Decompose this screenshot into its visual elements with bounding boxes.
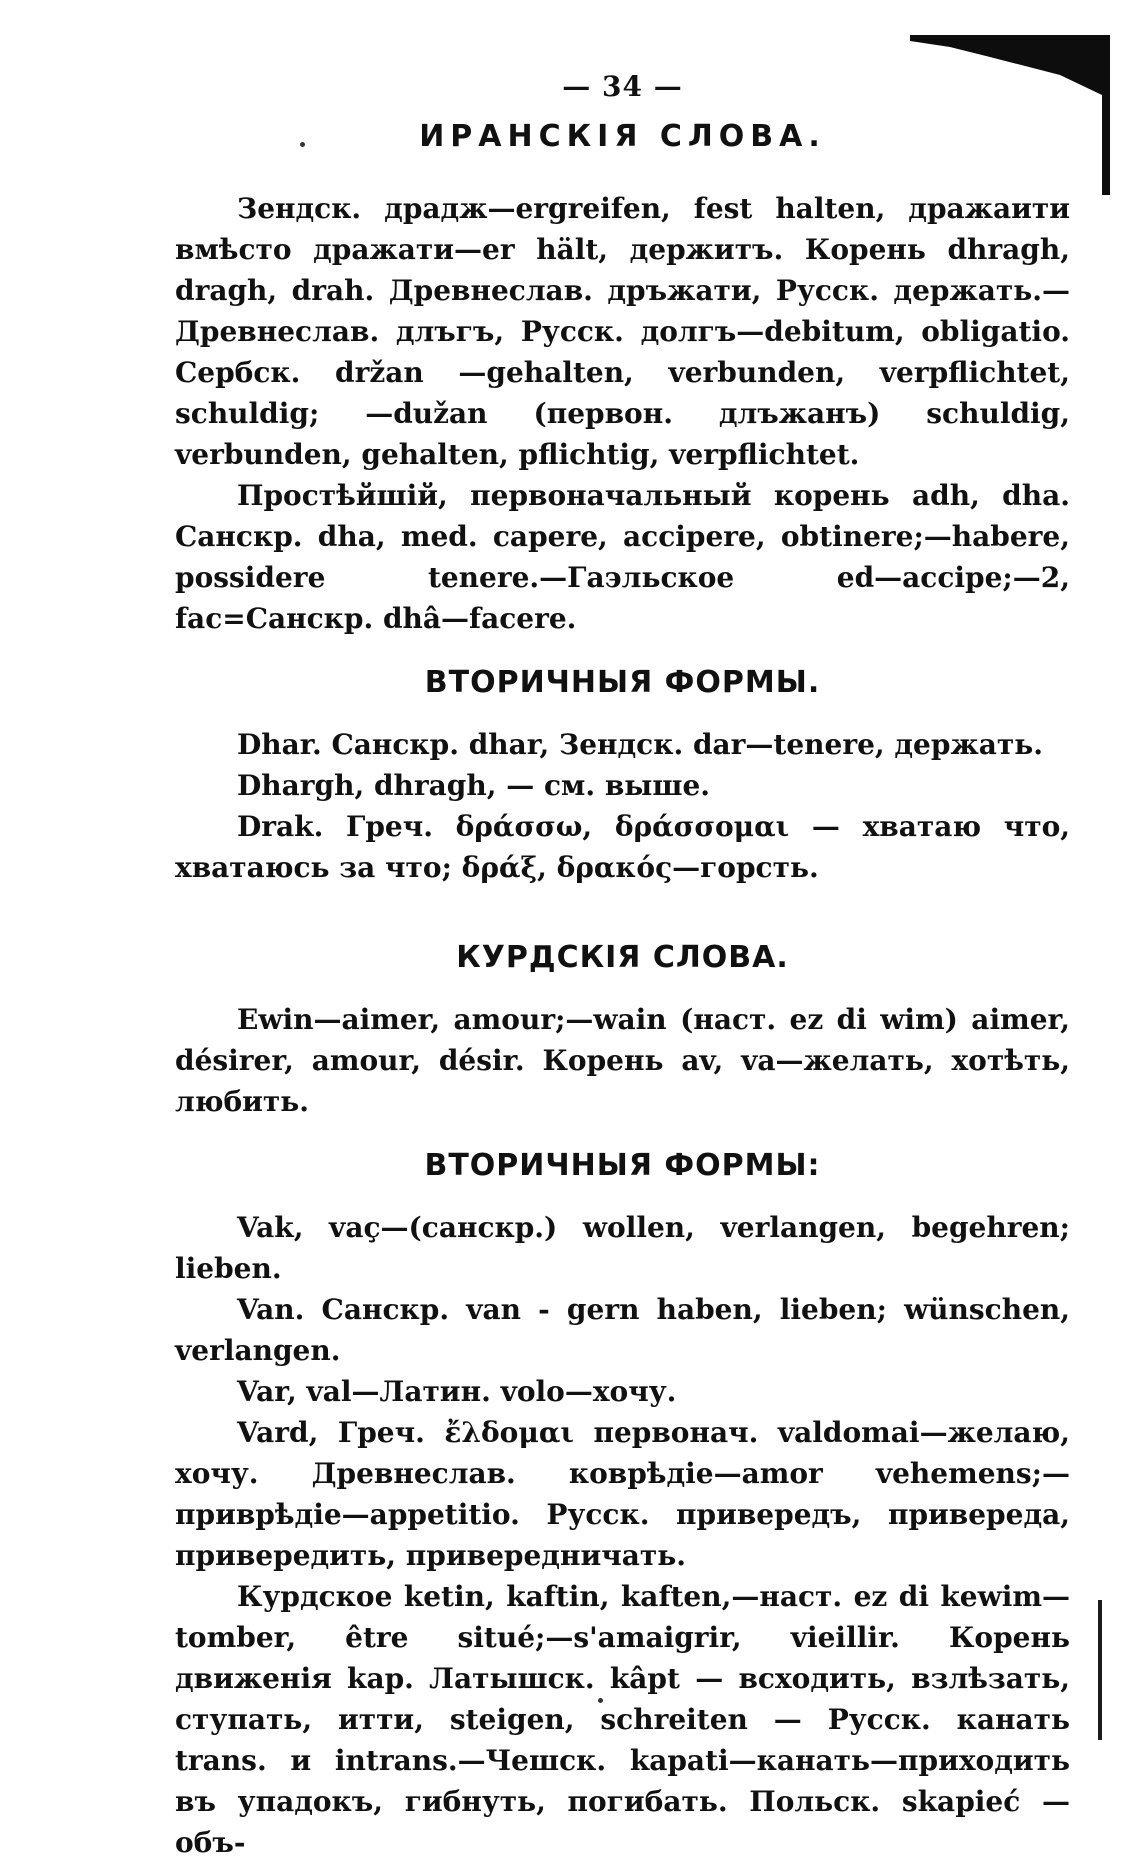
margin-rule (1098, 1600, 1102, 1740)
paragraph: Простѣйшій, первоначальный корень adh, dha. Санскр. dha, med. capere, accipere, obtinere;—habere, possidere tenere.—Гаэльское ed—accipe;—2, fac=Санскр. dhâ—facere. (175, 479, 1070, 635)
section-heading-iranian: ИРАНСКІЯ СЛОВА. (419, 119, 826, 154)
paragraph: Ewin—aimer, amour;—wain (наст. ez di wim) aimer, désirer, amour, désir. Корень av, va—желать, хотѣть, любить. (175, 1003, 1070, 1118)
page-number: — 34 — (562, 70, 683, 103)
paragraph: Drak. Греч. δράσσω, δράσσομαι — хватаю что, хватаюсь за что; δράξ, δρακός—горсть. (175, 810, 1070, 884)
section-heading-kurdish: КУРДСКІЯ СЛОВА. (456, 940, 789, 975)
paragraph: Van. Санскр. van - gern haben, lieben; wünschen, verlangen. (175, 1293, 1070, 1367)
paragraph: Var, val—Латин. volo—хочу. (237, 1375, 677, 1408)
sub-heading-secondary-forms: ВТОРИЧНЫЯ ФОРМЫ: (424, 1148, 821, 1183)
paragraph: Vard, Греч. ἔλδομαι первонач. valdomai—желаю, хочу. Древнеслав. коврѣдіе—amor vehemens;—приврѣдіе—appetitio. Русск. привередъ, привереда, привередить, привередничать. (175, 1416, 1070, 1572)
paragraph: Vak, vaç—(санскр.) wollen, verlangen, begehren; lieben. (175, 1211, 1070, 1285)
spacer (175, 888, 1070, 914)
paragraph: Зендск. драдж—ergreifen, fest halten, дражаити вмѣсто дражати—er hält, держитъ. Корень dhragh, dragh, drah. Древнеслав. дръжати, Русск. держать.—Древнеслав. длъгъ, Русск. долгъ—debitum, obligatio. Сербск. držan —gehalten, verbunden, verpflichtet, schuldig; —dužan (первон. длъжанъ) schuldig, verbunden, gehalten, pflichtig, verpflichtet. (175, 192, 1070, 471)
page (175, 70, 1070, 1859)
paragraph: Курдское ketin, kaftin, kaften,—наст. ez di kewim—tomber, être situé;—s'amaigrir, vieillir. Корень движенія kap. Латышск. kâpt — всходить, взлѣзать, ступать, итти, steigen, schreiten — Русск. канать trans. и intrans.—Чешск. kapati—канать—приходить въ упадокъ, гибнуть, погибать. Польск. skapieć — объ- (175, 1580, 1070, 1859)
paragraph: Dhar. Санскр. dhar, Зендск. dar—tenere, держать. (237, 728, 1043, 761)
paragraph: Dhargh, dhragh, — см. выше. (237, 769, 711, 802)
sub-heading-secondary-forms: ВТОРИЧНЫЯ ФОРМЫ. (424, 665, 821, 700)
